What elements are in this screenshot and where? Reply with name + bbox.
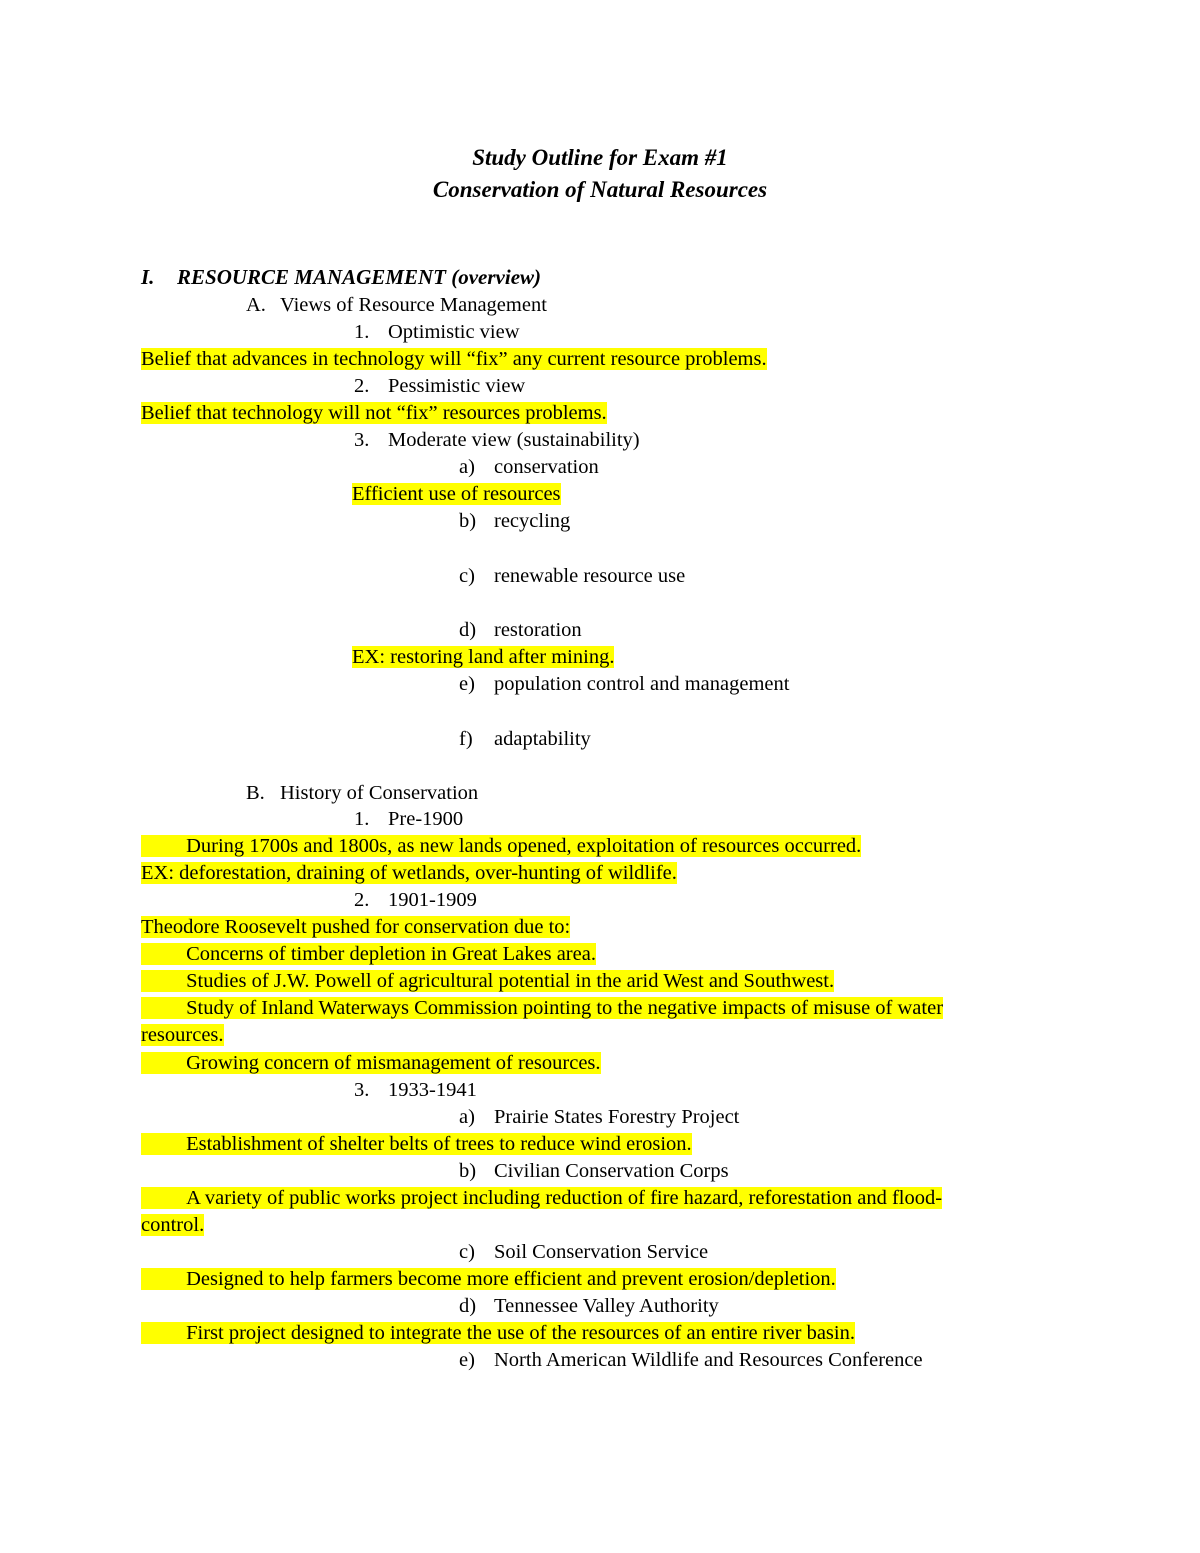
- outline-subitem-d: d) restoration: [459, 619, 582, 641]
- outline-item-label: conservation: [494, 456, 599, 478]
- highlighted-note: Studies of J.W. Powell of agricultural potential in the arid West and Southwest.: [141, 968, 834, 994]
- highlighted-note: Theodore Roosevelt pushed for conservation due to:: [141, 916, 571, 938]
- outline-item-B1: 1. Pre-1900: [354, 808, 464, 830]
- outline-item-label: renewable resource use: [494, 565, 686, 587]
- outline-item-label: recycling: [494, 510, 571, 532]
- outline-item-label: 1901-1909: [388, 889, 477, 911]
- highlighted-note: During 1700s and 1800s, as new lands opened, exploitation of resources occurred.: [141, 833, 861, 859]
- outline-item-label: population control and management: [494, 673, 790, 695]
- outline-item-label: History of Conservation: [280, 782, 479, 804]
- outline-item-B: B. History of Conservation: [246, 782, 479, 804]
- highlighted-note: Belief that advances in technology will “fix” any current resource problems.: [141, 348, 767, 370]
- outline-subitem-b: b) recycling: [459, 510, 571, 532]
- outline-item-A: A. Views of Resource Management: [246, 294, 547, 316]
- highlighted-note: Designed to help farmers become more efficient and prevent erosion/depletion.: [141, 1266, 836, 1292]
- outline-subitem-c: c) renewable resource use: [459, 565, 686, 587]
- outline-subitem-a: a) Prairie States Forestry Project: [459, 1106, 740, 1128]
- outline-item-label: Prairie States Forestry Project: [494, 1106, 740, 1128]
- highlighted-note: Efficient use of resources: [352, 483, 561, 505]
- outline-item-label: North American Wildlife and Resources Conference: [494, 1349, 923, 1371]
- outline-item-B2: 2. 1901-1909: [354, 889, 477, 911]
- outline-item-label: Views of Resource Management: [280, 294, 547, 316]
- outline-subitem-f: f) adaptability: [459, 728, 591, 750]
- outline-item-A3: 3. Moderate view (sustainability): [354, 429, 640, 451]
- document-subtitle: Conservation of Natural Resources: [432, 177, 768, 202]
- highlighted-note: control.: [141, 1214, 205, 1236]
- outline-item-label: restoration: [494, 619, 582, 641]
- outline-item-label: Optimistic view: [388, 321, 520, 343]
- highlighted-note: Belief that technology will not “fix” resources problems.: [141, 402, 607, 424]
- outline-item-label: Soil Conservation Service: [494, 1241, 709, 1263]
- document-title: Study Outline for Exam #1: [472, 145, 728, 170]
- highlighted-note: Concerns of timber depletion in Great Lakes area.: [141, 941, 596, 967]
- highlighted-note: resources.: [141, 1024, 224, 1046]
- section-heading-text: RESOURCE MANAGEMENT (overview): [177, 265, 542, 289]
- section-heading: [141, 264, 541, 290]
- highlighted-note: A variety of public works project including reduction of fire hazard, reforestation and flood-: [141, 1185, 942, 1211]
- outline-item-label: Pre-1900: [388, 808, 464, 830]
- highlighted-note: Study of Inland Waterways Commission pointing to the negative impacts of misuse of water: [141, 995, 943, 1021]
- outline-item-label: Tennessee Valley Authority: [494, 1295, 719, 1317]
- outline-subitem-b: b) Civilian Conservation Corps: [459, 1160, 729, 1182]
- highlighted-note: EX: restoring land after mining.: [352, 646, 615, 668]
- outline-item-label: Civilian Conservation Corps: [494, 1160, 729, 1182]
- outline-subitem-d: d) Tennessee Valley Authority: [459, 1295, 719, 1317]
- outline-subitem-a: a) conservation: [459, 456, 599, 478]
- outline-item-label: Pessimistic view: [388, 375, 526, 397]
- outline-subitem-e: e) North American Wildlife and Resources Conference: [459, 1349, 923, 1371]
- outline-subitem-c: c) Soil Conservation Service: [459, 1241, 709, 1263]
- highlighted-note: Growing concern of mismanagement of resources.: [141, 1050, 601, 1076]
- outline-item-label: 1933-1941: [388, 1079, 477, 1101]
- outline-item-label: adaptability: [494, 728, 591, 750]
- highlighted-note: EX: deforestation, draining of wetlands, over-hunting of wildlife.: [141, 862, 677, 884]
- highlighted-note: Establishment of shelter belts of trees to reduce wind erosion.: [141, 1131, 692, 1157]
- outline-item-B3: 3. 1933-1941: [354, 1079, 477, 1101]
- section-numeral: I.: [141, 265, 155, 289]
- outline-item-label: Moderate view (sustainability): [388, 429, 640, 451]
- highlighted-note: First project designed to integrate the use of the resources of an entire river basin.: [141, 1320, 855, 1346]
- outline-item-A1: 1. Optimistic view: [354, 321, 520, 343]
- outline-subitem-e: e) population control and management: [459, 673, 790, 695]
- outline-item-A2: 2. Pessimistic view: [354, 375, 526, 397]
